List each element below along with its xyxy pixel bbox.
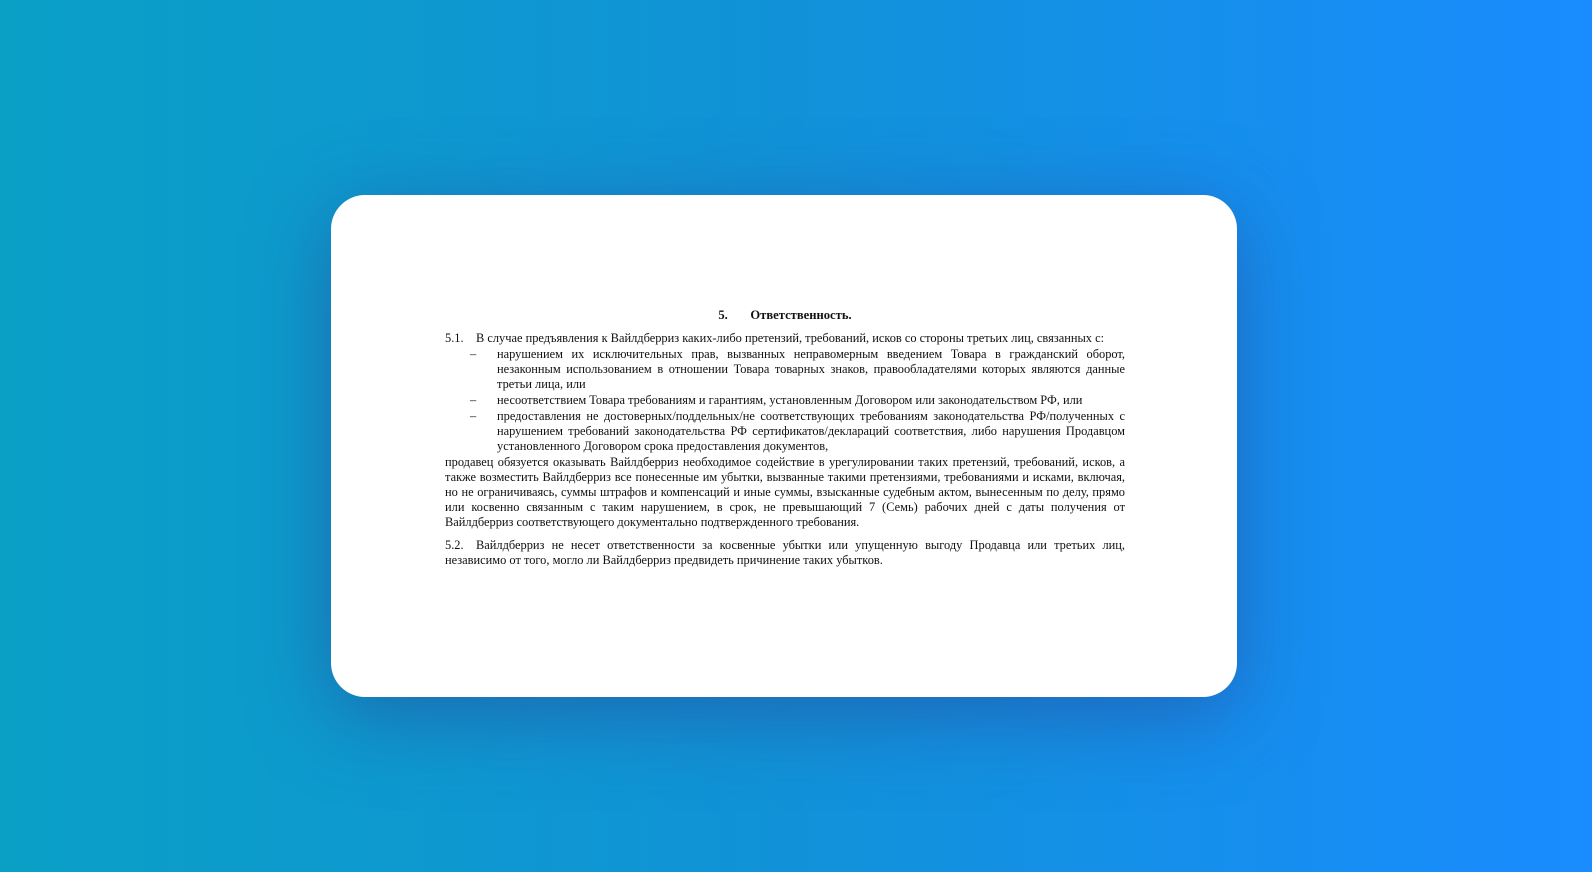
clause-5-1-intro-text: В случае предъявления к Вайлдберриз каких-либо претензий, требований, исков со стороны третьих лиц, связанных с:: [476, 331, 1105, 345]
clause-5-1-list: [445, 347, 1125, 454]
list-item: [445, 393, 1125, 408]
clause-5-2-number: 5.2.: [445, 538, 464, 552]
list-dash: –: [470, 347, 477, 361]
clause-5-1-number: 5.1.: [445, 331, 464, 345]
document-body: [445, 308, 1125, 568]
clause-5-2-text: Вайлдберриз не несет ответственности за косвенные убытки или упущенную выгоду Продавца или третьих лиц, независимо от того, могло ли Вайлдберриз предвидеть причинение таких убытков.: [445, 538, 1125, 567]
document-card: [331, 195, 1237, 697]
section-heading: [445, 308, 1125, 323]
list-item: [445, 347, 1125, 392]
section-number: 5.: [718, 308, 728, 322]
list-dash: –: [470, 409, 477, 423]
list-item-text: нарушением их исключительных прав, вызванных неправомерным введением Товара в гражданский оборот, незаконным использованием в отношении Товара товарных знаков, правообладателями которых являются данные третьи лица, или: [497, 347, 1125, 391]
list-item-text: несоответствием Товара требованиям и гарантиям, установленным Договором или законодательством РФ, или: [497, 393, 1083, 407]
clause-5-2: [445, 538, 1125, 568]
list-item-text: предоставления не достоверных/поддельных/не соответствующих требованиям законодательства РФ/полученных с нарушением требований законодательства РФ сертификатов/деклараций соответствия, либо нарушения Продавцом установленного Договором срока предоставления документов,: [497, 409, 1125, 453]
list-item: [445, 409, 1125, 454]
list-dash: –: [470, 393, 477, 407]
clause-5-1-intro: [445, 331, 1125, 346]
section-title: Ответственность.: [750, 308, 852, 322]
clause-5-1-conclusion: продавец обязуется оказывать Вайлдберриз необходимое содействие в урегулировании таких претензий, требований, исков, а также возместить Вайлдберриз все понесенные им убытки, вызванные такими претензиями, требованиями и исками, включая, но не ограничиваясь, суммы штрафов и компенсаций и иные суммы, взысканные судебным актом, вынесенным по делу, прямо или косвенно связанным с таким нарушением, в срок, не превышающий 7 (Семь) рабочих дней с даты получения от Вайлдберриз соответствующего документально подтвержденного требования.: [445, 455, 1125, 529]
